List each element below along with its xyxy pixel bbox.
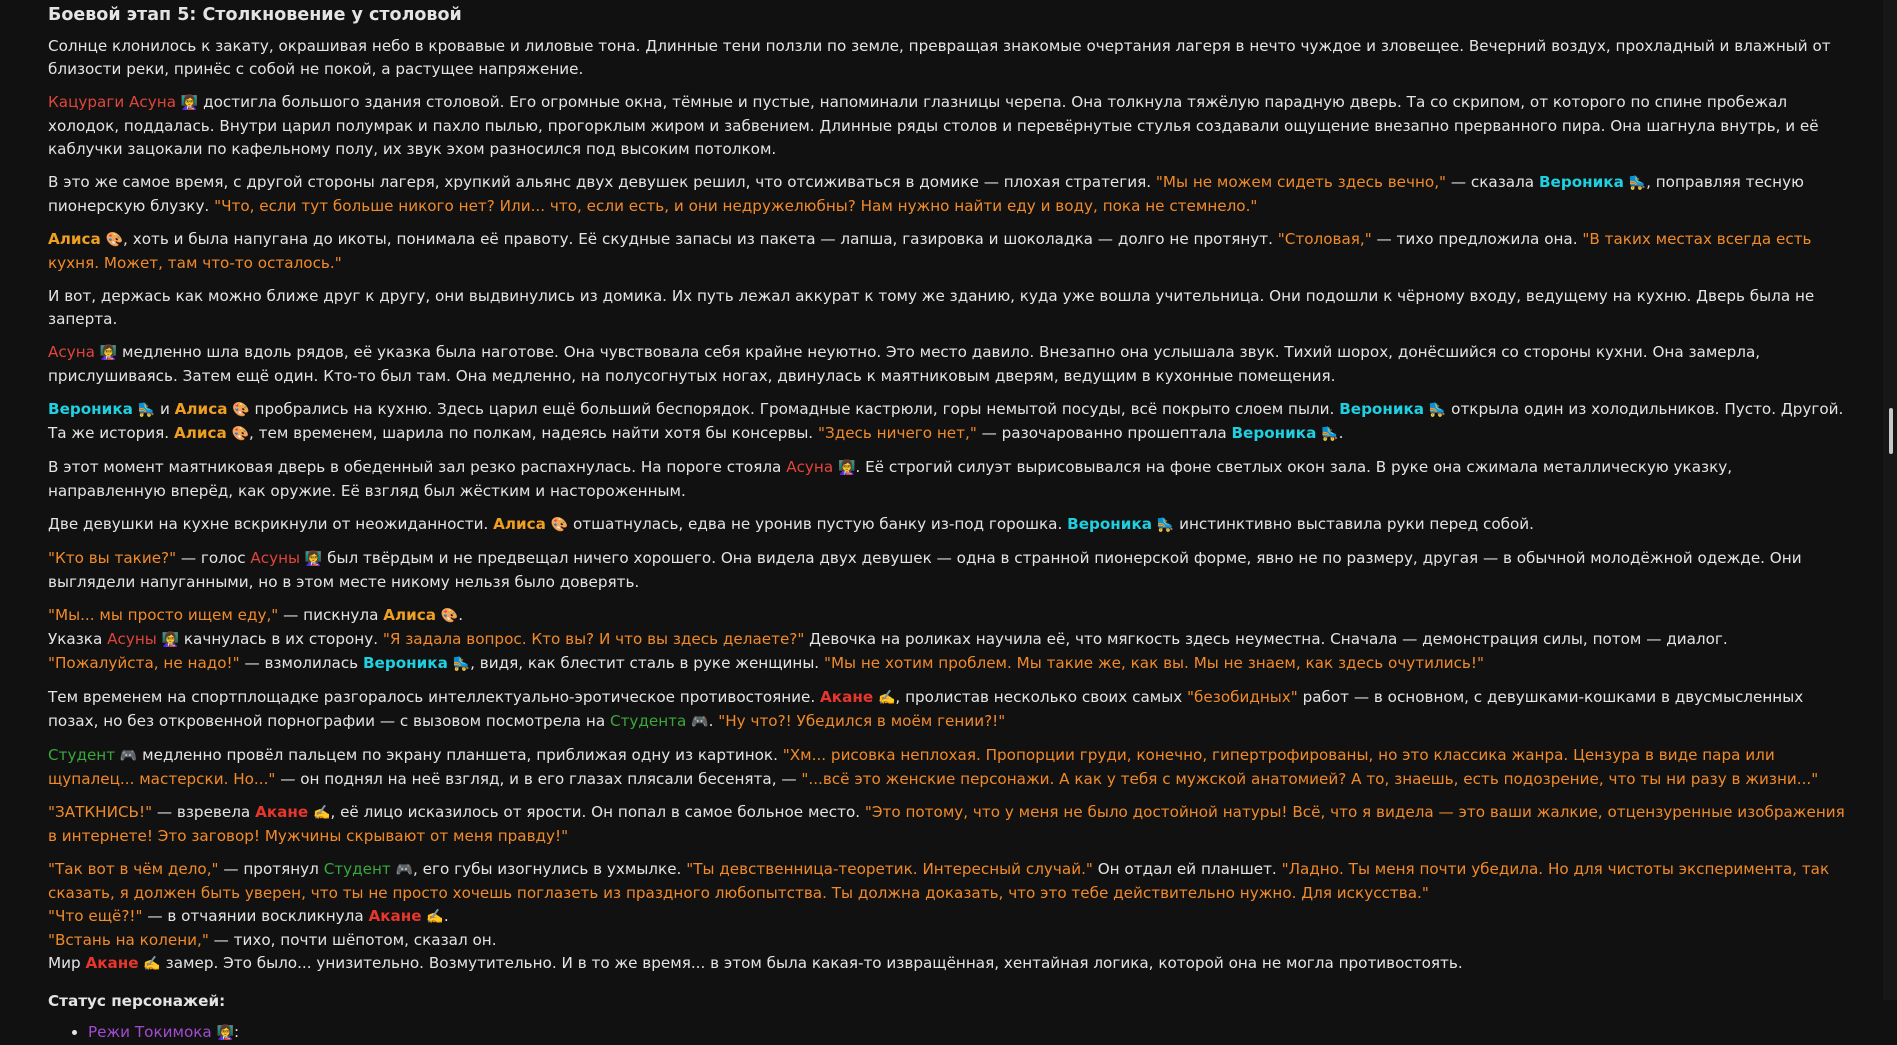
roller-skate-emoji-icon: 🛼 — [1628, 175, 1647, 191]
vertical-scrollbar[interactable] — [1883, 0, 1897, 1000]
writing-hand-emoji-icon: ✍️ — [426, 909, 444, 925]
status-character-name: Режи Токимока — [88, 1023, 212, 1041]
character-name-asuna: Асуна — [786, 458, 834, 476]
narration: — взмолилась — [239, 654, 363, 672]
narration: Указка — [48, 630, 108, 648]
dialogue: "Что ещё?!" — [48, 907, 143, 925]
narration: , её лицо исказилось от ярости. Он попал в самое больное место. — [330, 803, 865, 821]
character-name-asuna: Асуны — [107, 630, 157, 648]
narration: открыла один из холодильников. Пусто. Другой. Та же история. — [48, 400, 1844, 442]
narration: Мир — [48, 954, 86, 972]
paragraph-4 — [48, 228, 1848, 275]
dialogue: "Мы не можем сидеть здесь вечно," — [1155, 173, 1447, 191]
narration: — в отчаянии воскликнула — [142, 907, 369, 925]
narration: был твёрдым и не предвещал ничего хорошего. Она видела двух девушек — одна в странной пионерской форме, явно не по размеру, другая — в обычной молодёжной одежде. Они выглядели напуганными, но в этом месте никому нельзя было доверять. — [48, 549, 1802, 591]
narration: — взревела — [152, 803, 256, 821]
narration: , тем временем, шарила по полкам, надеясь найти хотя бы консервы. — [248, 424, 818, 442]
narration: замер. Это было... унизительно. Возмутительно. И в то же время... в этом была какая-то извращённая, хентайная логика, которой она не могла противостоять. — [160, 954, 1463, 972]
character-name-veronika: Вероника — [1231, 424, 1317, 442]
teacher-emoji-icon: 👩‍🏫 — [99, 345, 118, 361]
dialogue: "Что, если тут больше никого нет? Или... что, если есть, и они недружелюбны? Нам нужно найти еду и воду, пока не стемнело." — [214, 197, 1258, 215]
writing-hand-emoji-icon: ✍️ — [143, 956, 161, 972]
palette-emoji-icon: 🎨 — [231, 426, 249, 442]
status-heading: Статус персонажей: — [48, 992, 226, 1010]
character-name-veronika: Вероника — [362, 654, 448, 672]
character-name-alisa: Алиса — [493, 515, 546, 533]
character-name-akane: Акане — [85, 954, 139, 972]
roller-skate-emoji-icon: 🛼 — [1156, 517, 1175, 533]
narration: работ — в основном, с девушками-кошками в двусмысленных позах, но без откровенной порнографии — с вызовом посмотрела на — [48, 688, 1804, 730]
character-name-alisa: Алиса — [48, 230, 101, 248]
narration: . — [443, 907, 449, 925]
narration: . — [708, 712, 719, 730]
roller-skate-emoji-icon: 🛼 — [137, 402, 156, 418]
paragraph-11 — [48, 604, 1848, 676]
paragraph-6 — [48, 341, 1848, 388]
dialogue: "безобидных" — [1187, 688, 1298, 706]
narration: , поправляя тесную пионерскую блузку. — [48, 173, 1804, 215]
narration: . — [458, 606, 464, 624]
character-name-alisa: Алиса — [173, 424, 227, 442]
palette-emoji-icon: 🎨 — [550, 517, 569, 533]
narration: , хоть и была напугана до икоты, понимала её правоту. Её скудные запасы из пакета — лапша, газировка и шоколадка — долго не протянут. — [123, 230, 1278, 248]
narration: — сказала — [1446, 173, 1539, 191]
paragraph-2 — [48, 91, 1848, 161]
paragraph-12 — [48, 686, 1848, 734]
paragraph-14 — [48, 801, 1848, 848]
character-name-asuna: Асуна — [48, 343, 95, 361]
narration: — разочарованно прошептала — [976, 424, 1232, 442]
dialogue: "Мы... мы просто ищем еду," — [48, 606, 279, 624]
narration: достигла большого здания столовой. Его огромные окна, тёмные и пустые, напоминали глазницы черепа. Она толкнула тяжёлую парадную дверь. Та со скрипом, от которого по спине пробежал холодок, поддалась. Внутри царил полумрак и пахло пылью, прогорклым жиром и забвением. Длинные ряды столов и перевёрнутые стулья создавали ощущение внезапно прерванного пира. Она шагнула внутрь, и её каблучки зацокали по кафельному полу, их звук эхом разносился под высоким потолком. — [48, 93, 1819, 158]
dialogue: "Встань на колени," — [48, 931, 209, 949]
narration: В этот момент маятниковая дверь в обеденный зал резко распахнулась. На пороге стояла — [48, 458, 787, 476]
narration: отшатнулась, едва не уронив пустую банку из-под горошка. — [568, 515, 1068, 533]
paragraph-3 — [48, 171, 1848, 218]
gamepad-emoji-icon: 🎮 — [119, 748, 138, 764]
narration: качнулась в их сторону. — [179, 630, 383, 648]
narration: — тихо, почти шёпотом, сказал он. — [208, 931, 497, 949]
palette-emoji-icon: 🎨 — [105, 232, 124, 248]
dialogue: "Ладно. Ты меня почти убедила. Но для чистоты эксперимента, так сказать, я должен быть уверен, что ты не просто хочешь поглазеть из праздного любопытства. Ты должна доказать, что это тебе действительно нужно. Для искусства." — [48, 860, 1830, 902]
dialogue: "Кто вы такие?" — [48, 549, 177, 567]
character-name-student: Студент — [323, 860, 391, 878]
character-name-veronika: Вероника — [48, 400, 133, 418]
character-name-akane: Акане — [255, 803, 309, 821]
narration: — он поднял на неё взгляд, и в его глазах плясали бесенята, — — [275, 770, 802, 788]
dialogue: "В таких местах всегда есть кухня. Может, там что-то осталось." — [48, 230, 1812, 272]
character-name-veronika: Вероника — [1067, 515, 1152, 533]
dialogue: "ЗАТКНИСЬ!" — [48, 803, 153, 821]
narration: и — [155, 400, 175, 418]
roller-skate-emoji-icon: 🛼 — [452, 656, 471, 672]
character-name-veronika: Вероника — [1339, 400, 1425, 418]
narration: . — [1338, 424, 1344, 442]
teacher-emoji-icon: 👩‍🏫 — [304, 551, 323, 567]
narration: И вот, держась как можно ближе друг к другу, они выдвинулись из домика. Их путь лежал аккурат к тому же зданию, куда уже вошла учительница. Они подошли к чёрному входу, ведущему на кухню. Дверь была не заперта. — [48, 287, 1815, 328]
story-message — [48, 0, 1848, 1045]
character-name-alisa: Алиса — [174, 400, 228, 418]
narration: — тихо предложила она. — [1371, 230, 1583, 248]
dialogue: "Я задала вопрос. Кто вы? И что вы здесь делаете?" — [382, 630, 805, 648]
paragraph-15 — [48, 858, 1848, 976]
dialogue: "Ну что?! Убедился в моём гении?!" — [718, 712, 1006, 730]
status-separator: : — [234, 1023, 240, 1041]
character-name-asuna: Асуны — [250, 549, 301, 567]
paragraph-5 — [48, 285, 1848, 331]
status-item — [88, 1021, 1848, 1045]
narration: пробрались на кухню. Здесь царил ещё больший беспорядок. Громадные кастрюли, горы немытой посуды, всё покрыто слоем пыли. — [249, 400, 1340, 418]
narration: . Её строгий силуэт вырисовывался на фоне светлых окон зала. В руке она сжимала металлическую указку, направленную вперёд, как оружие. Её взгляд был жёстким и настороженным. — [48, 458, 1733, 500]
dialogue: "Столовая," — [1277, 230, 1372, 248]
narration: Солнце клонилось к закату, окрашивая небо в кровавые и лиловые тона. Длинные тени ползли по земле, превращая знакомые очертания лагеря в нечто чуждое и зловещее. Вечерний воздух, прохладный и влажный от близости реки, принёс с собой не покой, а растущее напряжение. — [48, 37, 1831, 78]
scrollbar-thumb[interactable] — [1889, 408, 1893, 454]
narration: — пискнула — [278, 606, 384, 624]
teacher-emoji-icon: 👩‍🏫 — [180, 95, 199, 111]
writing-hand-emoji-icon: ✍️ — [313, 805, 331, 821]
paragraph-9 — [48, 513, 1848, 537]
character-name-alisa: Алиса — [383, 606, 437, 624]
narration: медленно провёл пальцем по экрану планшета, приближая одну из картинок. — [137, 746, 783, 764]
gamepad-emoji-icon: 🎮 — [691, 714, 709, 730]
character-name-student: Студент — [48, 746, 116, 764]
gamepad-emoji-icon: 🎮 — [395, 862, 414, 878]
paragraph-13 — [48, 744, 1848, 791]
dialogue: "Здесь ничего нет," — [817, 424, 977, 442]
narration: Девочка на роликах научила её, что мягкость здесь неуместна. Сначала — демонстрация силы, потом — диалог. — [804, 630, 1728, 648]
roller-skate-emoji-icon: 🛼 — [1321, 426, 1339, 442]
writing-hand-emoji-icon: ✍️ — [877, 690, 896, 706]
narration: В это же самое время, с другой стороны лагеря, хрупкий альянс двух девушек решил, что отсиживаться в домике — плохая стратегия. — [48, 173, 1156, 191]
dialogue: "Так вот в чём дело," — [48, 860, 219, 878]
palette-emoji-icon: 🎨 — [440, 608, 459, 624]
paragraph-7 — [48, 398, 1848, 446]
palette-emoji-icon: 🎨 — [232, 402, 250, 418]
character-name-asuna: Кацураги Асуна — [48, 93, 177, 111]
dialogue: "Ты девственница-теоретик. Интересный случай." — [686, 860, 1093, 878]
teacher-emoji-icon: 👩‍🏫 — [161, 632, 180, 648]
narration: Две девушки на кухне вскрикнули от неожиданности. — [48, 515, 494, 533]
narration: Тем временем на спортплощадке разгоралось интеллектуально-эротическое противостояние. — [48, 688, 821, 706]
narration: инстинктивно выставила руки перед собой. — [1174, 515, 1534, 533]
paragraph-8 — [48, 456, 1848, 503]
dialogue: "Мы не хотим проблем. Мы такие же, как вы. Мы не знаем, как здесь очутились!" — [823, 654, 1484, 672]
character-name-student: Студента — [609, 712, 687, 730]
dialogue: "Пожалуйста, не надо!" — [48, 654, 240, 672]
narration: — голос — [176, 549, 251, 567]
character-name-akane: Акане — [820, 688, 874, 706]
roller-skate-emoji-icon: 🛼 — [1428, 402, 1447, 418]
paragraph-1 — [48, 35, 1848, 81]
character-name-akane: Акане — [368, 907, 422, 925]
narration: , пролистав несколько своих самых — [895, 688, 1188, 706]
narration: медленно шла вдоль рядов, её указка была наготове. Она чувствовала себя крайне неуютно. Это место давило. Внезапно она услышала звук. Тихий шорох, донёсшийся со стороны кухни. Она замерла, прислушиваясь. Затем ещё один. Кто-то был там. Она медленно, на полусогнутых ногах, двинулась к маятниковым дверям, ведущим в кухонные помещения. — [48, 343, 1761, 385]
teacher-emoji-icon: 👩‍🏫 — [837, 460, 856, 476]
dialogue: "Хм... рисовка неплохая. Пропорции груди, конечно, гипертрофированы, но это классика жанра. Цензура в виде пара или щупалец... мастерски. Но..." — [48, 746, 1775, 788]
stage-heading: Боевой этап 5: Столкновение у столовой — [48, 5, 462, 25]
dialogue: "...всё это женские персонажи. А как у тебя с мужской анатомией? А то, знаешь, есть подозрение, что ты ни разу в жизни..." — [801, 770, 1819, 788]
paragraph-10 — [48, 547, 1848, 594]
dialogue: "Это потому, что у меня не было достойной натуры! Всё, что я видела — это ваши жалкие, отцензуренные изображения в интернете! Это заговор! Мужчины скрывают от меня правду!" — [48, 803, 1845, 845]
teacher-emoji-icon: 👩‍🏫 — [216, 1025, 234, 1041]
narration: — протянул — [218, 860, 324, 878]
narration: , его губы изогнулись в ухмылке. — [413, 860, 687, 878]
narration: , видя, как блестит сталь в руке женщины. — [470, 654, 824, 672]
narration: Он отдал ей планшет. — [1092, 860, 1282, 878]
status-list — [48, 1021, 1848, 1045]
character-name-veronika: Вероника — [1538, 173, 1624, 191]
